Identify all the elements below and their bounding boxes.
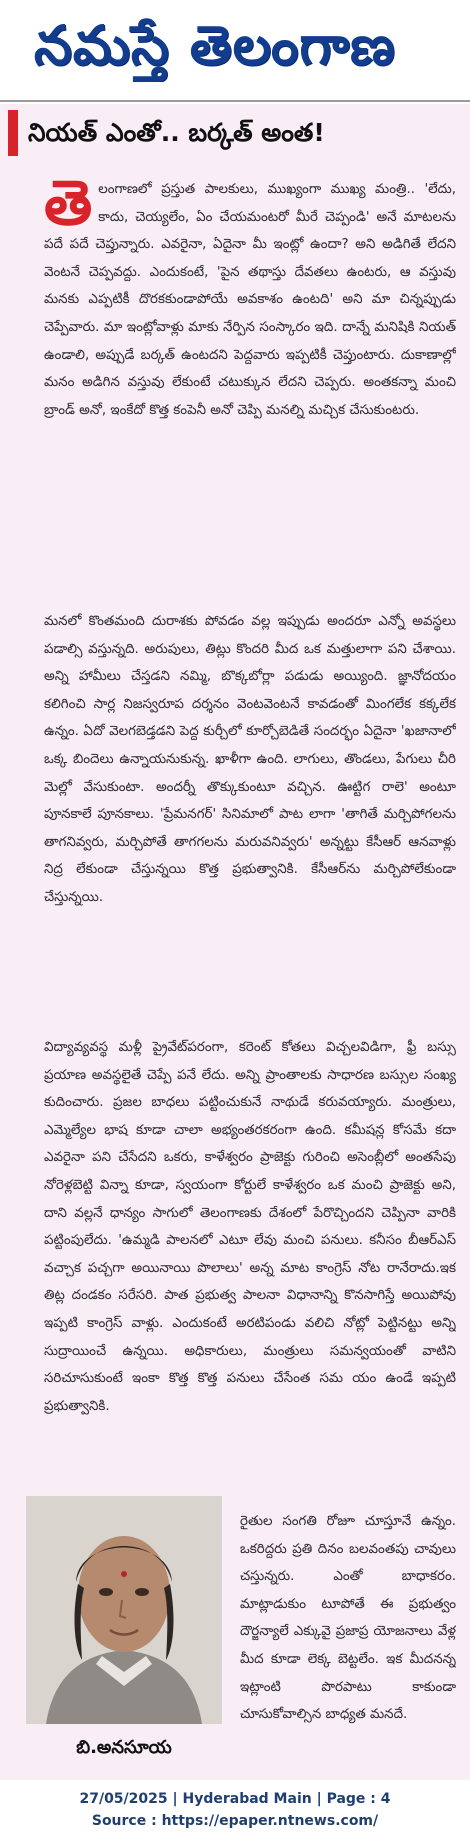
headline-accent-bar bbox=[8, 110, 18, 156]
author-name: బి.అనసూయ bbox=[76, 1737, 172, 1758]
author-photo bbox=[26, 1496, 222, 1724]
article-paragraph-4: రైతుల సంగతి రోజూ చూస్తూనే ఉన్నం. ఒకరిద్దరు ప్రతి దినం బలవంతపు చావులు చస్తున్నరు. ఎంతో బాధాకరం. మాట్లాడుకుం టూపోతే ఈ ప్రభుత్వం దౌర్జన్యాలే ఎక్కువై ప్రజాప్ర యోజనాలు వేళ్ల మీద కూడా లెక్క బెట్టలేం. ఇక మీదనన్న ఇట్లాంటి పొరపాటు కాకుండా చూసుకోవాల్సిన బాధ్యత మనదే. bbox=[240, 1514, 456, 1723]
article-paragraph-2: మనలో కొంతమంది దురాశకు పోవడం వల్ల ఇప్పుడు అందరూ ఎన్నో అవస్థలు పడాల్సి వస్తున్నది. అరుపులు, తిట్లు కొందరి మీద ఒక మత్తులాగా పని చేశాయి. అన్ని హామీలు చేస్తడని నమ్మి, బొక్కబోర్లా పడుడు అయ్యింది. జ్ఞానోదయం కలిగించి సార్ల నిజస్వరూప దర్శనం వెంటవెంటనే కావడంతో మింగలేక కక్కలేక ఉన్నం. ఏదో వెలగబెడ్తడని పెద్ద కుర్చీలో కూర్చోబెడితే సందర్భం ఏదైనా 'ఖజానాలో ఒక్క బిందెలు ఉన్నాయనుకున్న. ఖాళీగా ఉంది. లాగులు, తొండలు, పేగులు చీరి మెల్లో వేసుకుంటా. అందర్నీ తొక్కుకుంటూ వచ్చిన. ఊట్టిగ రాలె' అంటూ పూనకాలే పూనకాలు. 'ప్రేమనగర్' సినిమాలో పాట లాగా 'తాగితే మర్చిపోగలను తాగనివ్వరు, మర్చిపోతే తాగగలను మరువనివ్వరు' అన్నట్టు కేసీఆర్ ఆనవాళ్లు నిద్ర లేకుండా చేస్తున్నయి కొత్త ప్రభుత్వానికి. కేసీఆర్‌ను మర్చిపోలేకుండా చేస్తున్నయి. bbox=[44, 614, 456, 905]
masthead-title: నమస్తే తెలంగాణ bbox=[34, 14, 396, 77]
masthead-divider bbox=[0, 100, 470, 102]
masthead bbox=[0, 0, 470, 104]
paragraph-1-text: లంగాణలో ప్రస్తుత పాలకులు, ముఖ్యంగా ముఖ్య మంత్రి.. 'లేదు, కాదు, చెయ్యలేం, ఏం చేయమంటరో మీరే చెప్పండి' అనే మాటలను పదే పదే చెప్తున్నారు. ఎవరైనా, ఏదైనా మీ ఇంట్లో ఉందా? అని అడిగితే లేదని వెంటనే చెప్పవద్దు. ఎందుకంటే, 'పైన తథాస్తు దేవతలు ఉంటరు, ఆ వస్తువు మనకు ఎప్పటికీ దొరకకుండాపోయే అవకాశం ఉంటది' అని మా చిన్నప్పుడు చెప్పేవారు. మా ఇంట్లోవాళ్లు మాకు నేర్పిన సంస్కారం ఇది. దాన్నే మనిషికి నియత్ ఉండాలి, అప్పుడే బర్కత్ ఉంటదని పెద్దవారు ఇప్పటికీ చెప్తుంటారు. దుకాణాల్లో మనం అడిగిన వస్తువు లేకుంటే చటుక్కున లేదని చెప్పరు. అంతకన్నా మంచి బ్రాండ్ అనో, ఇంకేదో కొత్త కంపెనీ అనో చెప్పి మనల్ని మచ్చిక చేసుకుంటరు. bbox=[44, 182, 456, 418]
article-paragraph-1 bbox=[44, 176, 456, 590]
article-headline: నియత్ ఎంతో.. బర్కత్ అంత! bbox=[28, 118, 325, 147]
article bbox=[0, 104, 470, 1780]
footer bbox=[0, 1782, 470, 1842]
article-paragraph-3: విద్యావ్యవస్థ మళ్లీ ప్రైవేట్‌పరంగా, కరెంట్ కోతలు విచ్చలవిడిగా, ఫ్రీ బస్సు ప్రయాణ అవస్థలైతే చెప్పే పనే లేదు. అన్ని ప్రాంతాలకు సాధారణ బస్సుల సంఖ్య కుదించారు. ప్రజల బాధలు పట్టించుకునే నాథుడే కరువయ్యారు. మంత్రులు, ఎమ్మెల్యేల భాష కూడా చాలా అభ్యంతరకరంగా ఉంది. కమీషన్ల కోసమే కదా ఎవరైనా పని చేసేదని ఒకరు, కాళేశ్వరం ప్రాజెక్టు గురించి అసెంబ్లీలో అంతసేపు నోరెళ్లబెట్టి విన్నా కూడా, స్వయంగా కోర్టులే కాళేశ్వరం ఒక మంచి ప్రాజెక్టు అని, దాని వల్లనే ధాన్యం సాగులో తెలంగాణకు దేశంలో పేరొచ్చిందని చెప్పినా వారికి పట్టింపులేదు. 'ఉమ్మడి పాలనలో ఎటూ లేవు మంచి పనులు. కనీసం బీఆర్ఎస్ వచ్చాక పచ్చగా అయినాయి పొలాలు' అన్న మాట కాంగ్రెస్ నోట రానేరాదు.ఇక తిట్ల దండకం సరేసరి. పాత ప్రభుత్వ పాలనా విధానాన్ని కొనసాగిస్తే అయిపోవు ఇప్పటి కాంగ్రెస్ వాళ్లు. ఎందుకంటే అరటిపండు వలిచి నోట్లో పెట్టినట్టు అన్ని సుద్రాయించే ఉన్నయి. అధికారులు, మంత్రులు సమన్వయంతో వాటిని సరిచూసుకుంటే ఇంకా కొత్త కొత్త పనులు చేసేంత సమ యం ఉండే ఇప్పటి ప్రభుత్వానికి. bbox=[44, 1040, 456, 1414]
drop-cap: తె bbox=[44, 176, 93, 239]
footer-edition-info: 27/05/2025 | Hyderabad Main | Page : 4 bbox=[79, 1791, 391, 1807]
author-portrait-icon bbox=[26, 1496, 222, 1724]
footer-source-link[interactable]: Source : https://epaper.ntnews.com/ bbox=[91, 1813, 379, 1829]
